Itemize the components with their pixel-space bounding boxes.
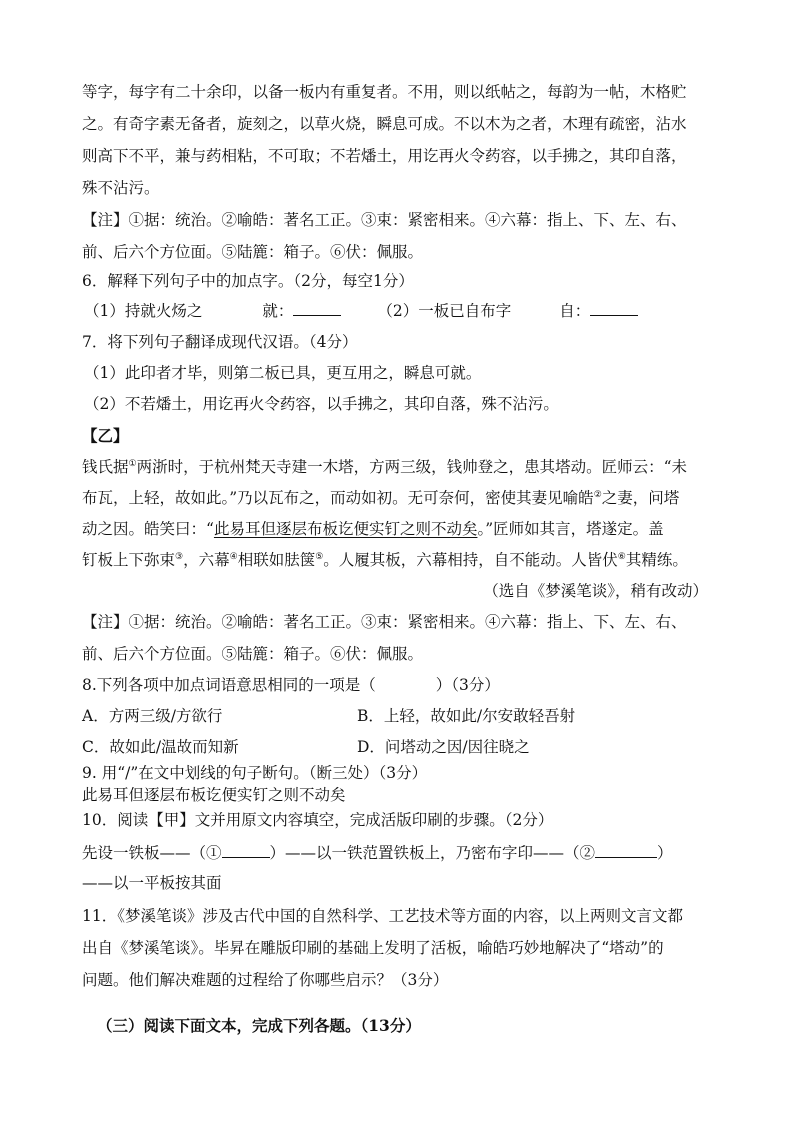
yi-text: 布瓦，上轻，故如此。”乃以瓦布之，而动如初。无可奈何，密使其妻见喻皓: [82, 489, 594, 507]
q9-stem: 9. 用“/”在文中划线的句子断句。（断三处）（3分）: [82, 764, 428, 782]
yi-line-2: [82, 488, 722, 508]
jia-line-2: 之。有奇字素无备者，旋刻之，以草火烧，瞬息可成。不以木为之者，木理有疏密，沾水: [82, 115, 687, 133]
q11-line-2: 出自《梦溪笔谈》。毕昇在雕版印刷的基础上发明了活板，喻皓巧妙地解决了“塔动”的: [82, 939, 664, 957]
footnote-marker: ④: [229, 551, 238, 562]
q6-label-1: 就：: [262, 302, 294, 320]
q6-part-1: （1）持就火炀之: [84, 302, 203, 320]
q10-text: ）: [657, 844, 673, 862]
underlined-sentence: 此易耳但逐层布板讫便实钉之则不动矣: [213, 520, 478, 538]
footnote-marker: ②: [593, 489, 602, 500]
footnote-marker: ⑤: [315, 551, 324, 562]
q8-stem-text: 8.下列各项中加点词语意思相同的一项是（: [82, 676, 376, 694]
q11-line-3: 问题。他们解决难题的过程给了你哪些启示？（3分）: [82, 971, 449, 989]
yi-text: 。人履其板，六幕相持，自不能动。人皆伏: [323, 551, 618, 569]
q6-part-2: （2）一板已自布字: [377, 302, 512, 320]
note2-line-1: 【注】①据：统治。②喻皓：著名工正。③束：紧密相来。④六幕：指上、下、左、右、: [82, 613, 687, 631]
q11-line-1: 11．《梦溪笔谈》涉及古代中国的自然科学、工艺技术等方面的内容，以上两则文言文都: [82, 907, 683, 925]
yi-text: 钉板上下弥束: [82, 551, 176, 569]
q7-sentence-1: （1）此印者才毕，则第二板已具，更互用之，瞬息可就。: [84, 364, 482, 382]
q10-answer-blank-2[interactable]: [595, 842, 657, 858]
yi-text: 其精练。: [625, 551, 688, 569]
yi-line-1: [82, 457, 722, 477]
yi-text: 相联如胠箧: [237, 551, 316, 569]
footnote-marker: ①: [128, 458, 137, 469]
yi-text: 。”匠师如其言，塔遂定。盖: [477, 520, 664, 538]
q6-parts: [84, 300, 724, 321]
jia-line-1: 等字，每字有二十余印，以备一板内有重复者。不用，则以纸帖之，每韵为一帖，木格贮: [82, 83, 687, 101]
q10-answer-blank-1[interactable]: [222, 842, 270, 858]
footnote-marker: ③: [175, 551, 184, 562]
q10-text: ）——以一铁范置铁板上，乃密布字印——（②: [269, 844, 596, 862]
q10-text: 先设一铁板——（①: [82, 844, 222, 862]
q7-sentence-2: （2）不若燔土，用讫再火令药容，以手拂之，其印自落，殊不沾污。: [84, 395, 559, 413]
yi-text: 两浙时，于杭州梵天寺建一木塔，方两三级，钱帅登之，患其塔动。匠师云：“未: [136, 458, 688, 476]
note1-line-1: 【注】①据：统治。②喻皓：著名工正。③束：紧密相来。④六幕：指上、下、左、右、: [82, 211, 687, 229]
section-3-heading: （三）阅读下面文本，完成下列各题。（13分）: [97, 1016, 421, 1035]
jia-line-4: 殊不沾污。: [82, 179, 160, 197]
q10-line-2: ——以一平板按其面: [82, 874, 222, 892]
yi-text: 动之因。皓笑曰：“: [82, 520, 214, 538]
q7-stem: 7．将下列句子翻译成现代汉语。（4分）: [82, 333, 358, 351]
q8-option-c[interactable]: C．故如此/温故而知新: [82, 738, 239, 756]
jia-line-3: 则高下不平，兼与药相粘，不可取；不若燔土，用讫再火令药容，以手拂之，其印自落，: [82, 147, 687, 165]
yi-line-4: [82, 550, 722, 570]
note2-line-2: 前、后六个方位面。⑤陆簏：箱子。⑥伏：佩服。: [82, 645, 424, 663]
yi-text: 钱氏据: [82, 458, 129, 476]
yi-text: ，六幕: [183, 551, 230, 569]
q10-line-1: [82, 842, 722, 863]
footnote-marker: ⑥: [617, 551, 626, 562]
q8-option-d[interactable]: D．问塔动之因/因往晓之: [357, 738, 530, 756]
note1-line-2: 前、后六个方位面。⑤陆簏：箱子。⑥伏：佩服。: [82, 243, 424, 261]
q8-option-a[interactable]: A．方两三级/方欲行: [82, 707, 223, 725]
yi-text: 之妻，问塔: [601, 489, 680, 507]
q8-option-b[interactable]: B．上轻，故如此/尔安敢轻吾射: [357, 707, 576, 725]
q8-stem: [82, 675, 722, 695]
q10-stem: 10．阅读【甲】文并用原文内容填空，完成活版印刷的步骤。（2分）: [82, 811, 554, 829]
yi-source: （选自《梦溪笔谈》，稍有改动）: [483, 582, 708, 600]
yi-line-3: [82, 519, 722, 539]
q6-label-2: 自：: [559, 302, 591, 320]
q6-answer-blank-1[interactable]: [293, 300, 341, 316]
q9-sentence: 此易耳但逐层布板讫便实钉之则不动矣: [82, 786, 346, 804]
q6-stem: 6．解释下列句子中的加点字。（2分，每空1分）: [82, 272, 414, 290]
yi-heading: 【乙】: [82, 426, 129, 445]
q6-answer-blank-2[interactable]: [590, 300, 638, 316]
q8-stem-text: ）（3分）: [435, 676, 500, 694]
